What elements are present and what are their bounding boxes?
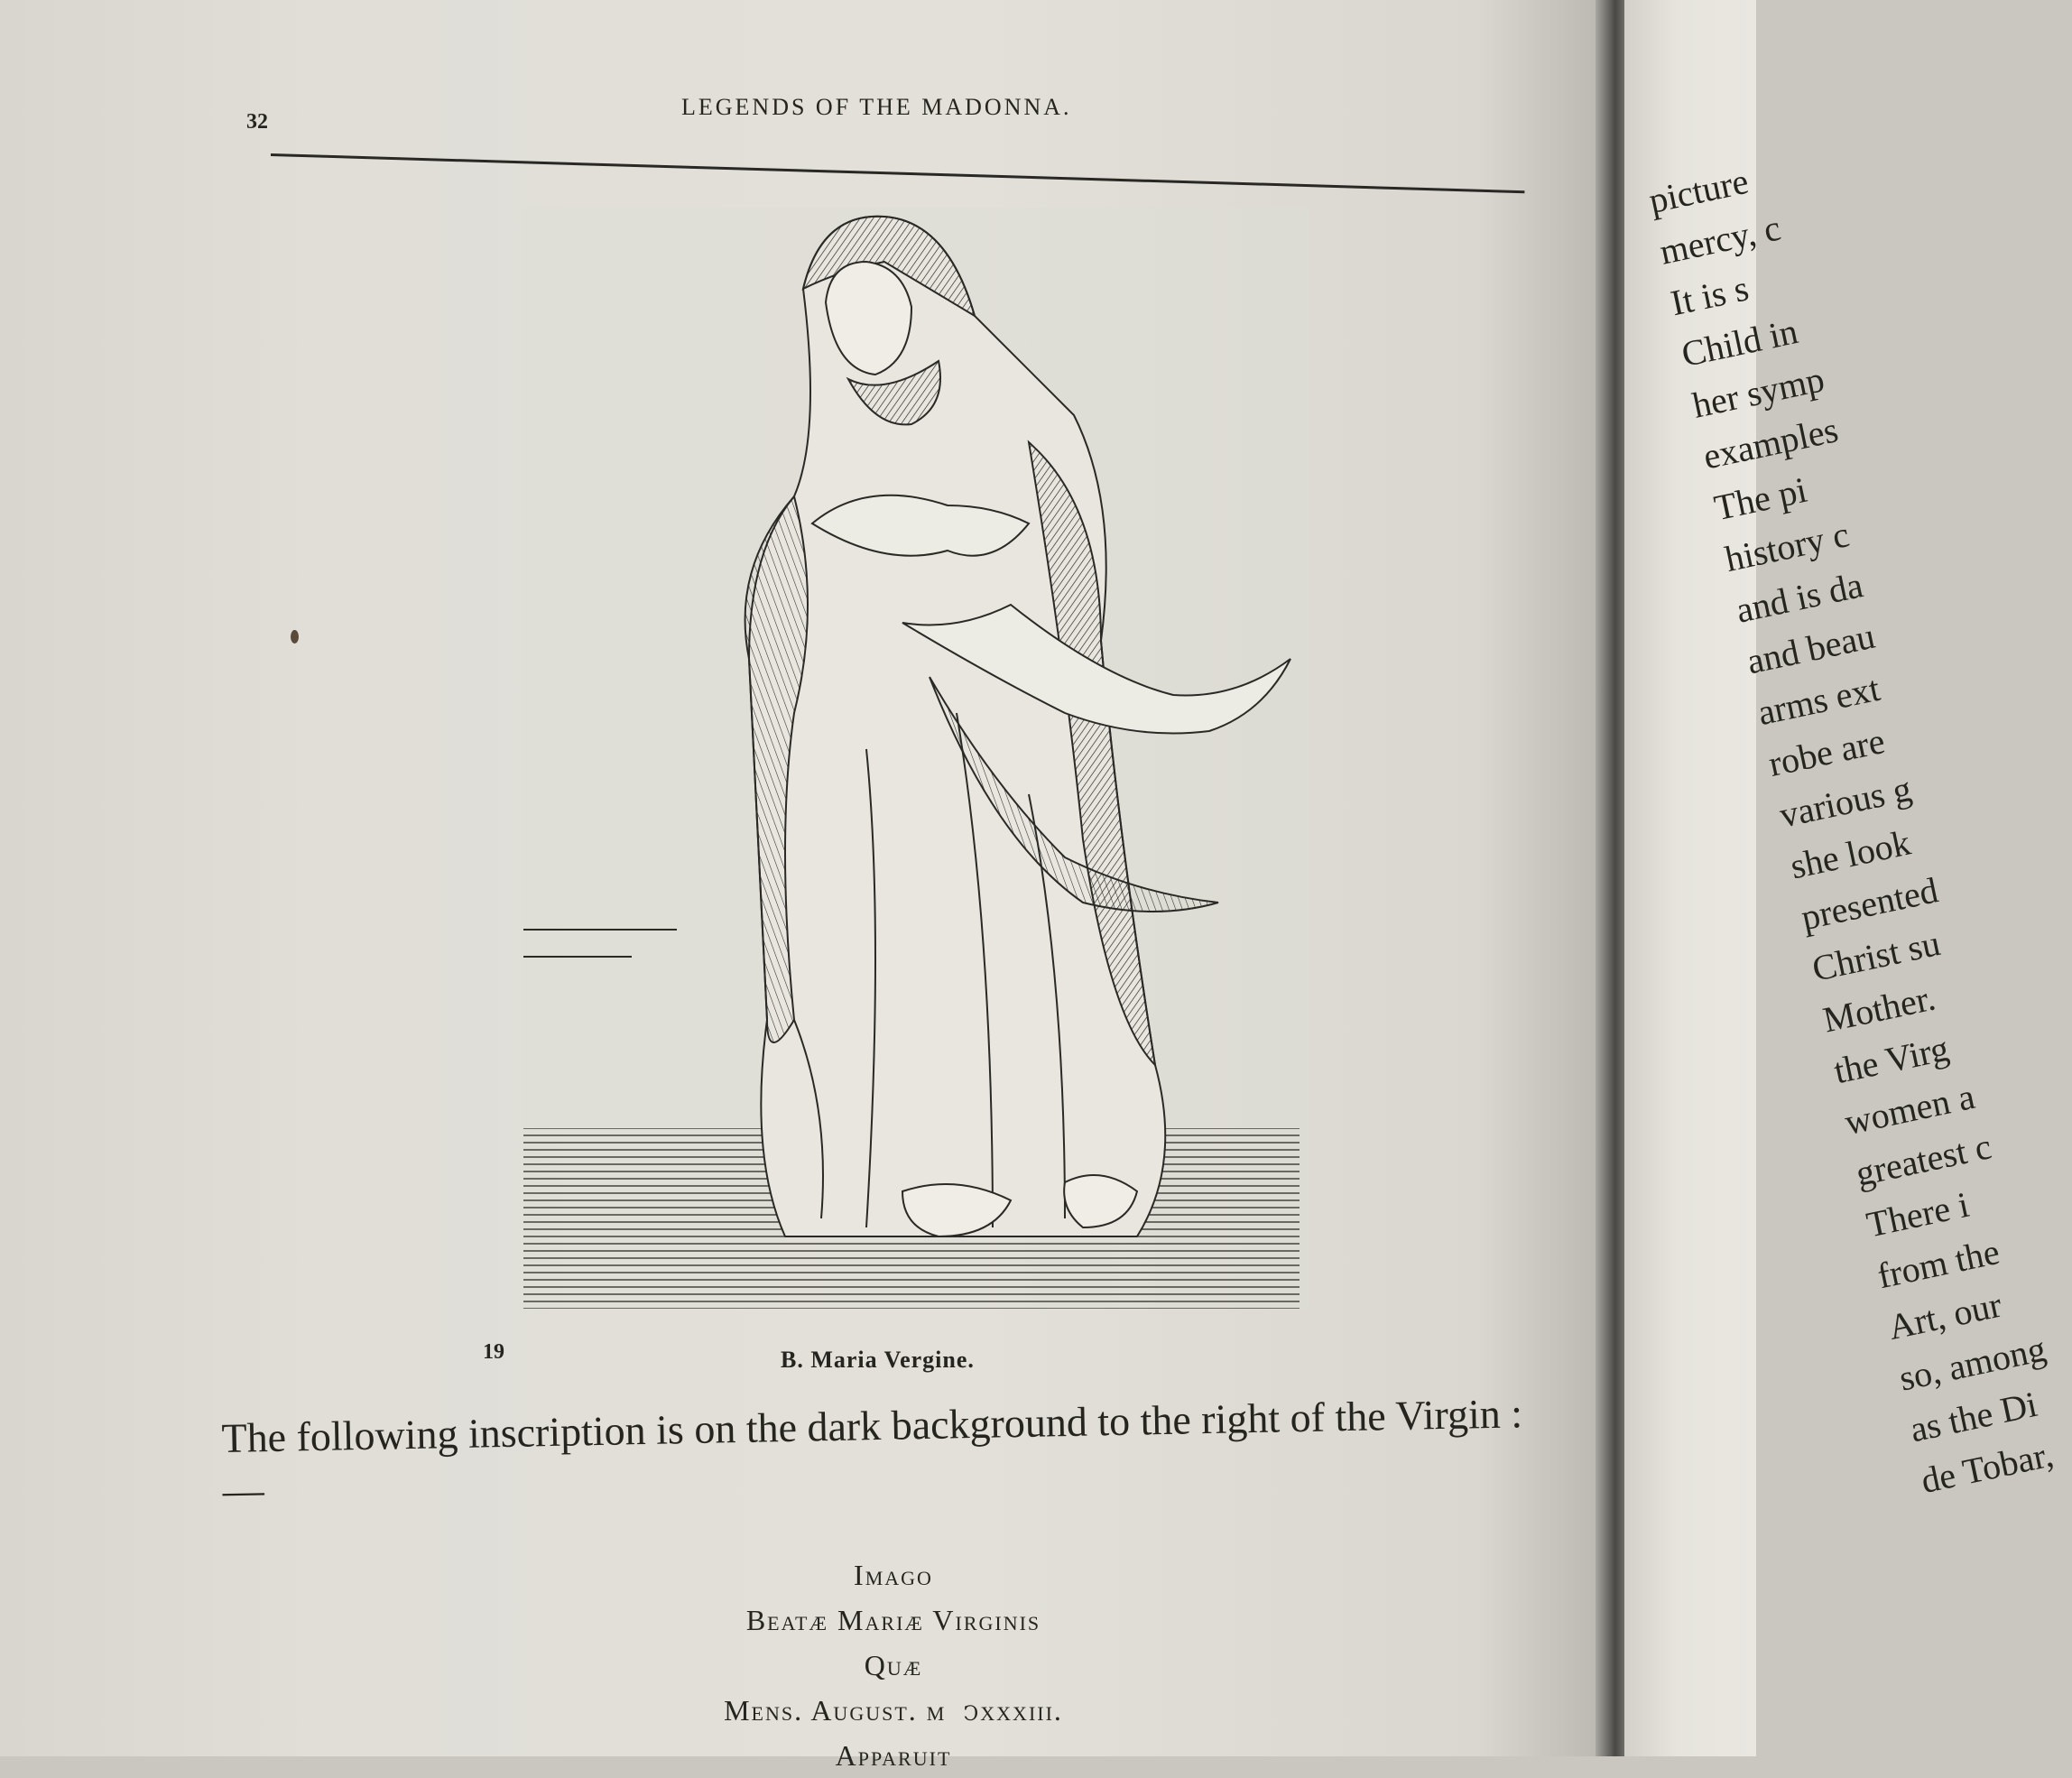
facing-line: examples: [1699, 409, 1842, 477]
inscription-line: Beatæ Mariæ Virginis: [745, 1604, 1041, 1636]
facing-line: robe are: [1764, 719, 1889, 784]
page-number: 32: [246, 110, 268, 134]
facing-line: as the Di: [1906, 1383, 2041, 1450]
facing-line: women a: [1841, 1075, 1978, 1144]
facing-line: Christ su: [1808, 922, 1944, 989]
facing-line: so, among: [1895, 1328, 2049, 1399]
facing-line: The pi: [1710, 468, 1811, 529]
figure-caption: B. Maria Vergine.: [781, 1347, 975, 1373]
facing-line: greatest c: [1852, 1125, 1995, 1194]
facing-line: Art, our: [1884, 1283, 2005, 1348]
ink-spot: [291, 630, 299, 644]
facing-line: It is s: [1667, 267, 1753, 324]
figure-number: 19: [483, 1340, 504, 1364]
facing-line: her symp: [1688, 358, 1828, 426]
inscription-block: [578, 1552, 1209, 1778]
inscription-line: Mens. August. mɪↄxxxiii.: [724, 1694, 1063, 1727]
facing-line: presented: [1798, 869, 1942, 939]
inscription-line: Quæ: [864, 1649, 923, 1681]
facing-line: from the: [1873, 1230, 2003, 1297]
facing-line: arms ext: [1753, 667, 1883, 734]
facing-line: de Tobar,: [1917, 1433, 2057, 1502]
header-rule: [271, 153, 1524, 193]
facing-line: various g: [1775, 767, 1915, 836]
facing-line: Child in: [1678, 310, 1801, 375]
facing-line: mercy, c: [1656, 207, 1784, 273]
facing-line: Mother.: [1819, 977, 1939, 1041]
facing-line: she look: [1787, 821, 1914, 887]
facing-line: picture: [1645, 160, 1753, 221]
inscription-line: Apparuit: [835, 1739, 952, 1772]
facing-line: the Virg: [1830, 1027, 1953, 1092]
inscription-line: Imago: [854, 1559, 933, 1591]
body-paragraph: The following inscription is on the dark background to the right of the Virgin :—: [221, 1390, 1523, 1514]
facing-line: and is da: [1732, 564, 1867, 631]
madonna-engraving: [523, 208, 1309, 1309]
facing-line: and beau: [1743, 615, 1879, 682]
running-head: LEGENDS OF THE MADONNA.: [681, 94, 1072, 120]
facing-line: There i: [1863, 1183, 1973, 1246]
facing-line: history c: [1721, 514, 1853, 580]
